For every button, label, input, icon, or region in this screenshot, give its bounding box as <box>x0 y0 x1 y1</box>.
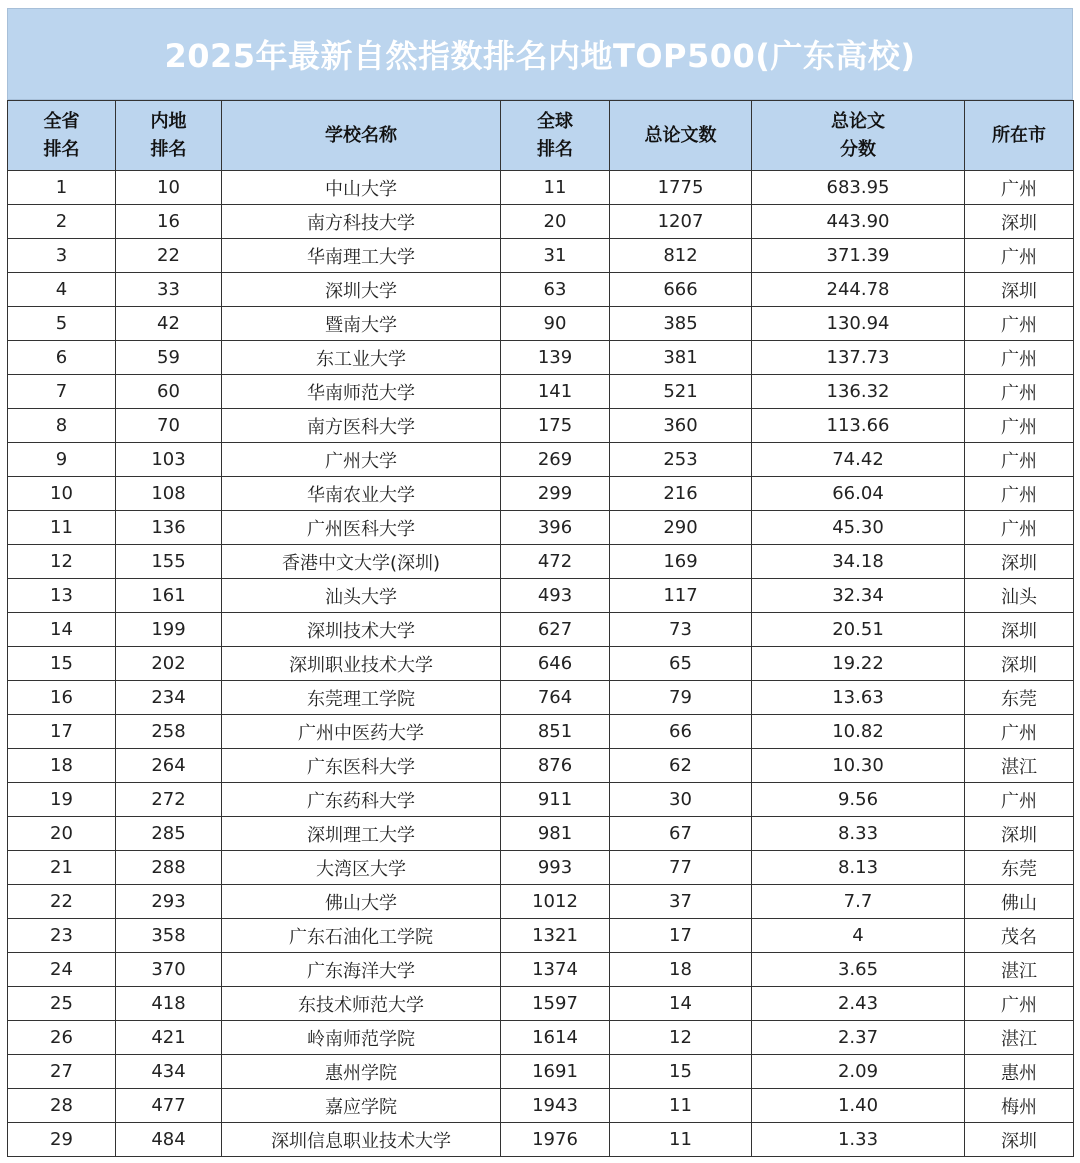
cell-province-rank: 1 <box>8 171 116 205</box>
cell-province-rank: 27 <box>8 1055 116 1089</box>
cell-school-name: 深圳大学 <box>222 273 501 307</box>
cell-global-rank: 269 <box>501 443 610 477</box>
cell-total-papers: 37 <box>610 885 752 919</box>
cell-total-papers: 521 <box>610 375 752 409</box>
cell-global-rank: 472 <box>501 545 610 579</box>
cell-total-score: 10.30 <box>752 749 965 783</box>
cell-global-rank: 1691 <box>501 1055 610 1089</box>
cell-mainland-rank: 202 <box>116 647 222 681</box>
cell-total-papers: 30 <box>610 783 752 817</box>
ranking-table <box>7 100 1074 1157</box>
table-row <box>8 545 1074 579</box>
table-row <box>8 1089 1074 1123</box>
cell-province-rank: 25 <box>8 987 116 1021</box>
table-row <box>8 511 1074 545</box>
cell-global-rank: 1943 <box>501 1089 610 1123</box>
cell-school-name: 广州大学 <box>222 443 501 477</box>
cell-mainland-rank: 155 <box>116 545 222 579</box>
cell-school-name: 华南师范大学 <box>222 375 501 409</box>
cell-total-papers: 216 <box>610 477 752 511</box>
cell-global-rank: 11 <box>501 171 610 205</box>
cell-mainland-rank: 70 <box>116 409 222 443</box>
header-total-papers: 总论文数 <box>610 101 752 171</box>
table-row <box>8 919 1074 953</box>
cell-city: 广州 <box>965 511 1074 545</box>
header-school-name: 学校名称 <box>222 101 501 171</box>
cell-global-rank: 1321 <box>501 919 610 953</box>
cell-school-name: 广东海洋大学 <box>222 953 501 987</box>
title-bar <box>7 8 1073 100</box>
cell-school-name: 惠州学院 <box>222 1055 501 1089</box>
cell-total-score: 10.82 <box>752 715 965 749</box>
cell-province-rank: 12 <box>8 545 116 579</box>
cell-city: 广州 <box>965 409 1074 443</box>
cell-city: 深圳 <box>965 647 1074 681</box>
cell-city: 广州 <box>965 715 1074 749</box>
cell-school-name: 广东药科大学 <box>222 783 501 817</box>
cell-school-name: 香港中文大学(深圳) <box>222 545 501 579</box>
cell-province-rank: 18 <box>8 749 116 783</box>
cell-school-name: 南方科技大学 <box>222 205 501 239</box>
cell-total-score: 130.94 <box>752 307 965 341</box>
ranking-sheet <box>7 8 1073 1157</box>
cell-city: 惠州 <box>965 1055 1074 1089</box>
cell-global-rank: 993 <box>501 851 610 885</box>
cell-city: 东莞 <box>965 851 1074 885</box>
table-row <box>8 1055 1074 1089</box>
cell-mainland-rank: 33 <box>116 273 222 307</box>
cell-school-name: 深圳信息职业技术大学 <box>222 1123 501 1157</box>
cell-city: 湛江 <box>965 953 1074 987</box>
cell-province-rank: 3 <box>8 239 116 273</box>
cell-total-score: 34.18 <box>752 545 965 579</box>
cell-total-papers: 253 <box>610 443 752 477</box>
cell-province-rank: 17 <box>8 715 116 749</box>
cell-total-papers: 66 <box>610 715 752 749</box>
cell-school-name: 广东石油化工学院 <box>222 919 501 953</box>
cell-total-papers: 812 <box>610 239 752 273</box>
cell-total-score: 683.95 <box>752 171 965 205</box>
cell-mainland-rank: 16 <box>116 205 222 239</box>
cell-city: 广州 <box>965 443 1074 477</box>
cell-mainland-rank: 42 <box>116 307 222 341</box>
cell-global-rank: 981 <box>501 817 610 851</box>
cell-school-name: 华南农业大学 <box>222 477 501 511</box>
cell-total-papers: 73 <box>610 613 752 647</box>
cell-mainland-rank: 418 <box>116 987 222 1021</box>
cell-total-score: 2.09 <box>752 1055 965 1089</box>
table-row <box>8 477 1074 511</box>
cell-global-rank: 31 <box>501 239 610 273</box>
cell-school-name: 大湾区大学 <box>222 851 501 885</box>
header-global-rank: 全球 排名 <box>501 101 610 171</box>
cell-city: 广州 <box>965 239 1074 273</box>
cell-global-rank: 1614 <box>501 1021 610 1055</box>
cell-mainland-rank: 161 <box>116 579 222 613</box>
cell-mainland-rank: 272 <box>116 783 222 817</box>
cell-school-name: 广东医科大学 <box>222 749 501 783</box>
cell-total-score: 8.33 <box>752 817 965 851</box>
cell-mainland-rank: 59 <box>116 341 222 375</box>
cell-mainland-rank: 293 <box>116 885 222 919</box>
cell-total-papers: 117 <box>610 579 752 613</box>
table-row <box>8 851 1074 885</box>
cell-global-rank: 1374 <box>501 953 610 987</box>
cell-total-score: 244.78 <box>752 273 965 307</box>
cell-total-papers: 11 <box>610 1123 752 1157</box>
page-title: 2025年最新自然指数排名内地TOP500(广东高校) <box>164 37 916 75</box>
cell-total-score: 3.65 <box>752 953 965 987</box>
cell-province-rank: 13 <box>8 579 116 613</box>
cell-total-papers: 77 <box>610 851 752 885</box>
cell-mainland-rank: 199 <box>116 613 222 647</box>
cell-global-rank: 911 <box>501 783 610 817</box>
cell-global-rank: 1597 <box>501 987 610 1021</box>
cell-school-name: 广州中医药大学 <box>222 715 501 749</box>
cell-province-rank: 23 <box>8 919 116 953</box>
cell-province-rank: 16 <box>8 681 116 715</box>
cell-province-rank: 20 <box>8 817 116 851</box>
cell-global-rank: 141 <box>501 375 610 409</box>
cell-total-score: 1.33 <box>752 1123 965 1157</box>
cell-mainland-rank: 103 <box>116 443 222 477</box>
cell-mainland-rank: 370 <box>116 953 222 987</box>
cell-province-rank: 9 <box>8 443 116 477</box>
cell-city: 湛江 <box>965 1021 1074 1055</box>
table-row <box>8 749 1074 783</box>
header-city: 所在市 <box>965 101 1074 171</box>
cell-total-score: 4 <box>752 919 965 953</box>
cell-city: 广州 <box>965 375 1074 409</box>
cell-total-papers: 290 <box>610 511 752 545</box>
cell-total-papers: 14 <box>610 987 752 1021</box>
cell-total-score: 74.42 <box>752 443 965 477</box>
cell-mainland-rank: 234 <box>116 681 222 715</box>
cell-mainland-rank: 358 <box>116 919 222 953</box>
cell-total-papers: 18 <box>610 953 752 987</box>
cell-province-rank: 26 <box>8 1021 116 1055</box>
table-row <box>8 817 1074 851</box>
table-row <box>8 375 1074 409</box>
cell-province-rank: 11 <box>8 511 116 545</box>
cell-total-score: 136.32 <box>752 375 965 409</box>
cell-global-rank: 396 <box>501 511 610 545</box>
cell-total-papers: 17 <box>610 919 752 953</box>
cell-total-score: 113.66 <box>752 409 965 443</box>
table-row <box>8 987 1074 1021</box>
cell-school-name: 汕头大学 <box>222 579 501 613</box>
cell-city: 广州 <box>965 341 1074 375</box>
cell-school-name: 暨南大学 <box>222 307 501 341</box>
cell-global-rank: 876 <box>501 749 610 783</box>
cell-mainland-rank: 288 <box>116 851 222 885</box>
cell-total-papers: 67 <box>610 817 752 851</box>
cell-global-rank: 175 <box>501 409 610 443</box>
table-row <box>8 647 1074 681</box>
table-row <box>8 443 1074 477</box>
cell-school-name: 华南理工大学 <box>222 239 501 273</box>
cell-mainland-rank: 60 <box>116 375 222 409</box>
table-row <box>8 1021 1074 1055</box>
cell-province-rank: 19 <box>8 783 116 817</box>
table-row <box>8 171 1074 205</box>
cell-province-rank: 2 <box>8 205 116 239</box>
cell-global-rank: 493 <box>501 579 610 613</box>
cell-city: 深圳 <box>965 545 1074 579</box>
cell-total-papers: 360 <box>610 409 752 443</box>
cell-total-score: 20.51 <box>752 613 965 647</box>
table-row <box>8 409 1074 443</box>
cell-province-rank: 8 <box>8 409 116 443</box>
cell-total-papers: 169 <box>610 545 752 579</box>
cell-city: 深圳 <box>965 817 1074 851</box>
cell-school-name: 广州医科大学 <box>222 511 501 545</box>
cell-mainland-rank: 421 <box>116 1021 222 1055</box>
table-row <box>8 681 1074 715</box>
header-row <box>8 101 1074 171</box>
cell-city: 广州 <box>965 783 1074 817</box>
cell-total-score: 371.39 <box>752 239 965 273</box>
cell-total-papers: 62 <box>610 749 752 783</box>
cell-total-score: 19.22 <box>752 647 965 681</box>
table-row <box>8 205 1074 239</box>
header-province-rank: 全省 排名 <box>8 101 116 171</box>
cell-total-papers: 1775 <box>610 171 752 205</box>
cell-global-rank: 851 <box>501 715 610 749</box>
table-row <box>8 715 1074 749</box>
header-mainland-rank: 内地 排名 <box>116 101 222 171</box>
cell-total-papers: 385 <box>610 307 752 341</box>
cell-mainland-rank: 258 <box>116 715 222 749</box>
cell-school-name: 嘉应学院 <box>222 1089 501 1123</box>
cell-mainland-rank: 484 <box>116 1123 222 1157</box>
cell-global-rank: 764 <box>501 681 610 715</box>
cell-total-papers: 65 <box>610 647 752 681</box>
cell-total-papers: 12 <box>610 1021 752 1055</box>
cell-total-papers: 1207 <box>610 205 752 239</box>
cell-province-rank: 29 <box>8 1123 116 1157</box>
cell-total-score: 45.30 <box>752 511 965 545</box>
cell-school-name: 中山大学 <box>222 171 501 205</box>
cell-global-rank: 90 <box>501 307 610 341</box>
cell-global-rank: 139 <box>501 341 610 375</box>
cell-mainland-rank: 477 <box>116 1089 222 1123</box>
cell-total-score: 2.43 <box>752 987 965 1021</box>
cell-city: 广州 <box>965 171 1074 205</box>
cell-province-rank: 6 <box>8 341 116 375</box>
cell-total-score: 2.37 <box>752 1021 965 1055</box>
cell-total-score: 13.63 <box>752 681 965 715</box>
cell-city: 梅州 <box>965 1089 1074 1123</box>
cell-mainland-rank: 264 <box>116 749 222 783</box>
cell-total-score: 32.34 <box>752 579 965 613</box>
cell-global-rank: 646 <box>501 647 610 681</box>
cell-total-score: 8.13 <box>752 851 965 885</box>
cell-school-name: 东工业大学 <box>222 341 501 375</box>
cell-global-rank: 63 <box>501 273 610 307</box>
cell-city: 深圳 <box>965 205 1074 239</box>
cell-city: 广州 <box>965 477 1074 511</box>
cell-school-name: 深圳技术大学 <box>222 613 501 647</box>
cell-total-score: 1.40 <box>752 1089 965 1123</box>
table-row <box>8 341 1074 375</box>
cell-province-rank: 10 <box>8 477 116 511</box>
cell-school-name: 东莞理工学院 <box>222 681 501 715</box>
cell-city: 东莞 <box>965 681 1074 715</box>
cell-global-rank: 299 <box>501 477 610 511</box>
table-row <box>8 783 1074 817</box>
cell-total-score: 443.90 <box>752 205 965 239</box>
cell-global-rank: 1012 <box>501 885 610 919</box>
cell-mainland-rank: 136 <box>116 511 222 545</box>
cell-city: 广州 <box>965 307 1074 341</box>
cell-school-name: 东技术师范大学 <box>222 987 501 1021</box>
cell-province-rank: 28 <box>8 1089 116 1123</box>
cell-total-score: 9.56 <box>752 783 965 817</box>
cell-province-rank: 4 <box>8 273 116 307</box>
cell-city: 深圳 <box>965 1123 1074 1157</box>
cell-global-rank: 627 <box>501 613 610 647</box>
cell-province-rank: 14 <box>8 613 116 647</box>
cell-province-rank: 5 <box>8 307 116 341</box>
table-row <box>8 579 1074 613</box>
cell-mainland-rank: 10 <box>116 171 222 205</box>
table-row <box>8 953 1074 987</box>
cell-global-rank: 20 <box>501 205 610 239</box>
cell-province-rank: 24 <box>8 953 116 987</box>
cell-city: 汕头 <box>965 579 1074 613</box>
table-row <box>8 239 1074 273</box>
cell-total-score: 137.73 <box>752 341 965 375</box>
cell-school-name: 岭南师范学院 <box>222 1021 501 1055</box>
cell-province-rank: 22 <box>8 885 116 919</box>
cell-total-papers: 15 <box>610 1055 752 1089</box>
cell-mainland-rank: 434 <box>116 1055 222 1089</box>
cell-school-name: 深圳理工大学 <box>222 817 501 851</box>
cell-total-papers: 666 <box>610 273 752 307</box>
cell-total-papers: 11 <box>610 1089 752 1123</box>
cell-city: 深圳 <box>965 613 1074 647</box>
table-row <box>8 885 1074 919</box>
cell-total-papers: 381 <box>610 341 752 375</box>
cell-school-name: 佛山大学 <box>222 885 501 919</box>
cell-mainland-rank: 108 <box>116 477 222 511</box>
table-row <box>8 1123 1074 1157</box>
table-row <box>8 613 1074 647</box>
header-total-score: 总论文 分数 <box>752 101 965 171</box>
cell-total-papers: 79 <box>610 681 752 715</box>
table-row <box>8 273 1074 307</box>
cell-city: 深圳 <box>965 273 1074 307</box>
cell-mainland-rank: 285 <box>116 817 222 851</box>
cell-global-rank: 1976 <box>501 1123 610 1157</box>
cell-city: 广州 <box>965 987 1074 1021</box>
cell-mainland-rank: 22 <box>116 239 222 273</box>
cell-province-rank: 21 <box>8 851 116 885</box>
cell-city: 佛山 <box>965 885 1074 919</box>
table-body <box>8 171 1074 1157</box>
cell-total-score: 7.7 <box>752 885 965 919</box>
cell-school-name: 深圳职业技术大学 <box>222 647 501 681</box>
cell-province-rank: 7 <box>8 375 116 409</box>
cell-school-name: 南方医科大学 <box>222 409 501 443</box>
cell-city: 湛江 <box>965 749 1074 783</box>
cell-total-score: 66.04 <box>752 477 965 511</box>
cell-province-rank: 15 <box>8 647 116 681</box>
cell-city: 茂名 <box>965 919 1074 953</box>
table-row <box>8 307 1074 341</box>
